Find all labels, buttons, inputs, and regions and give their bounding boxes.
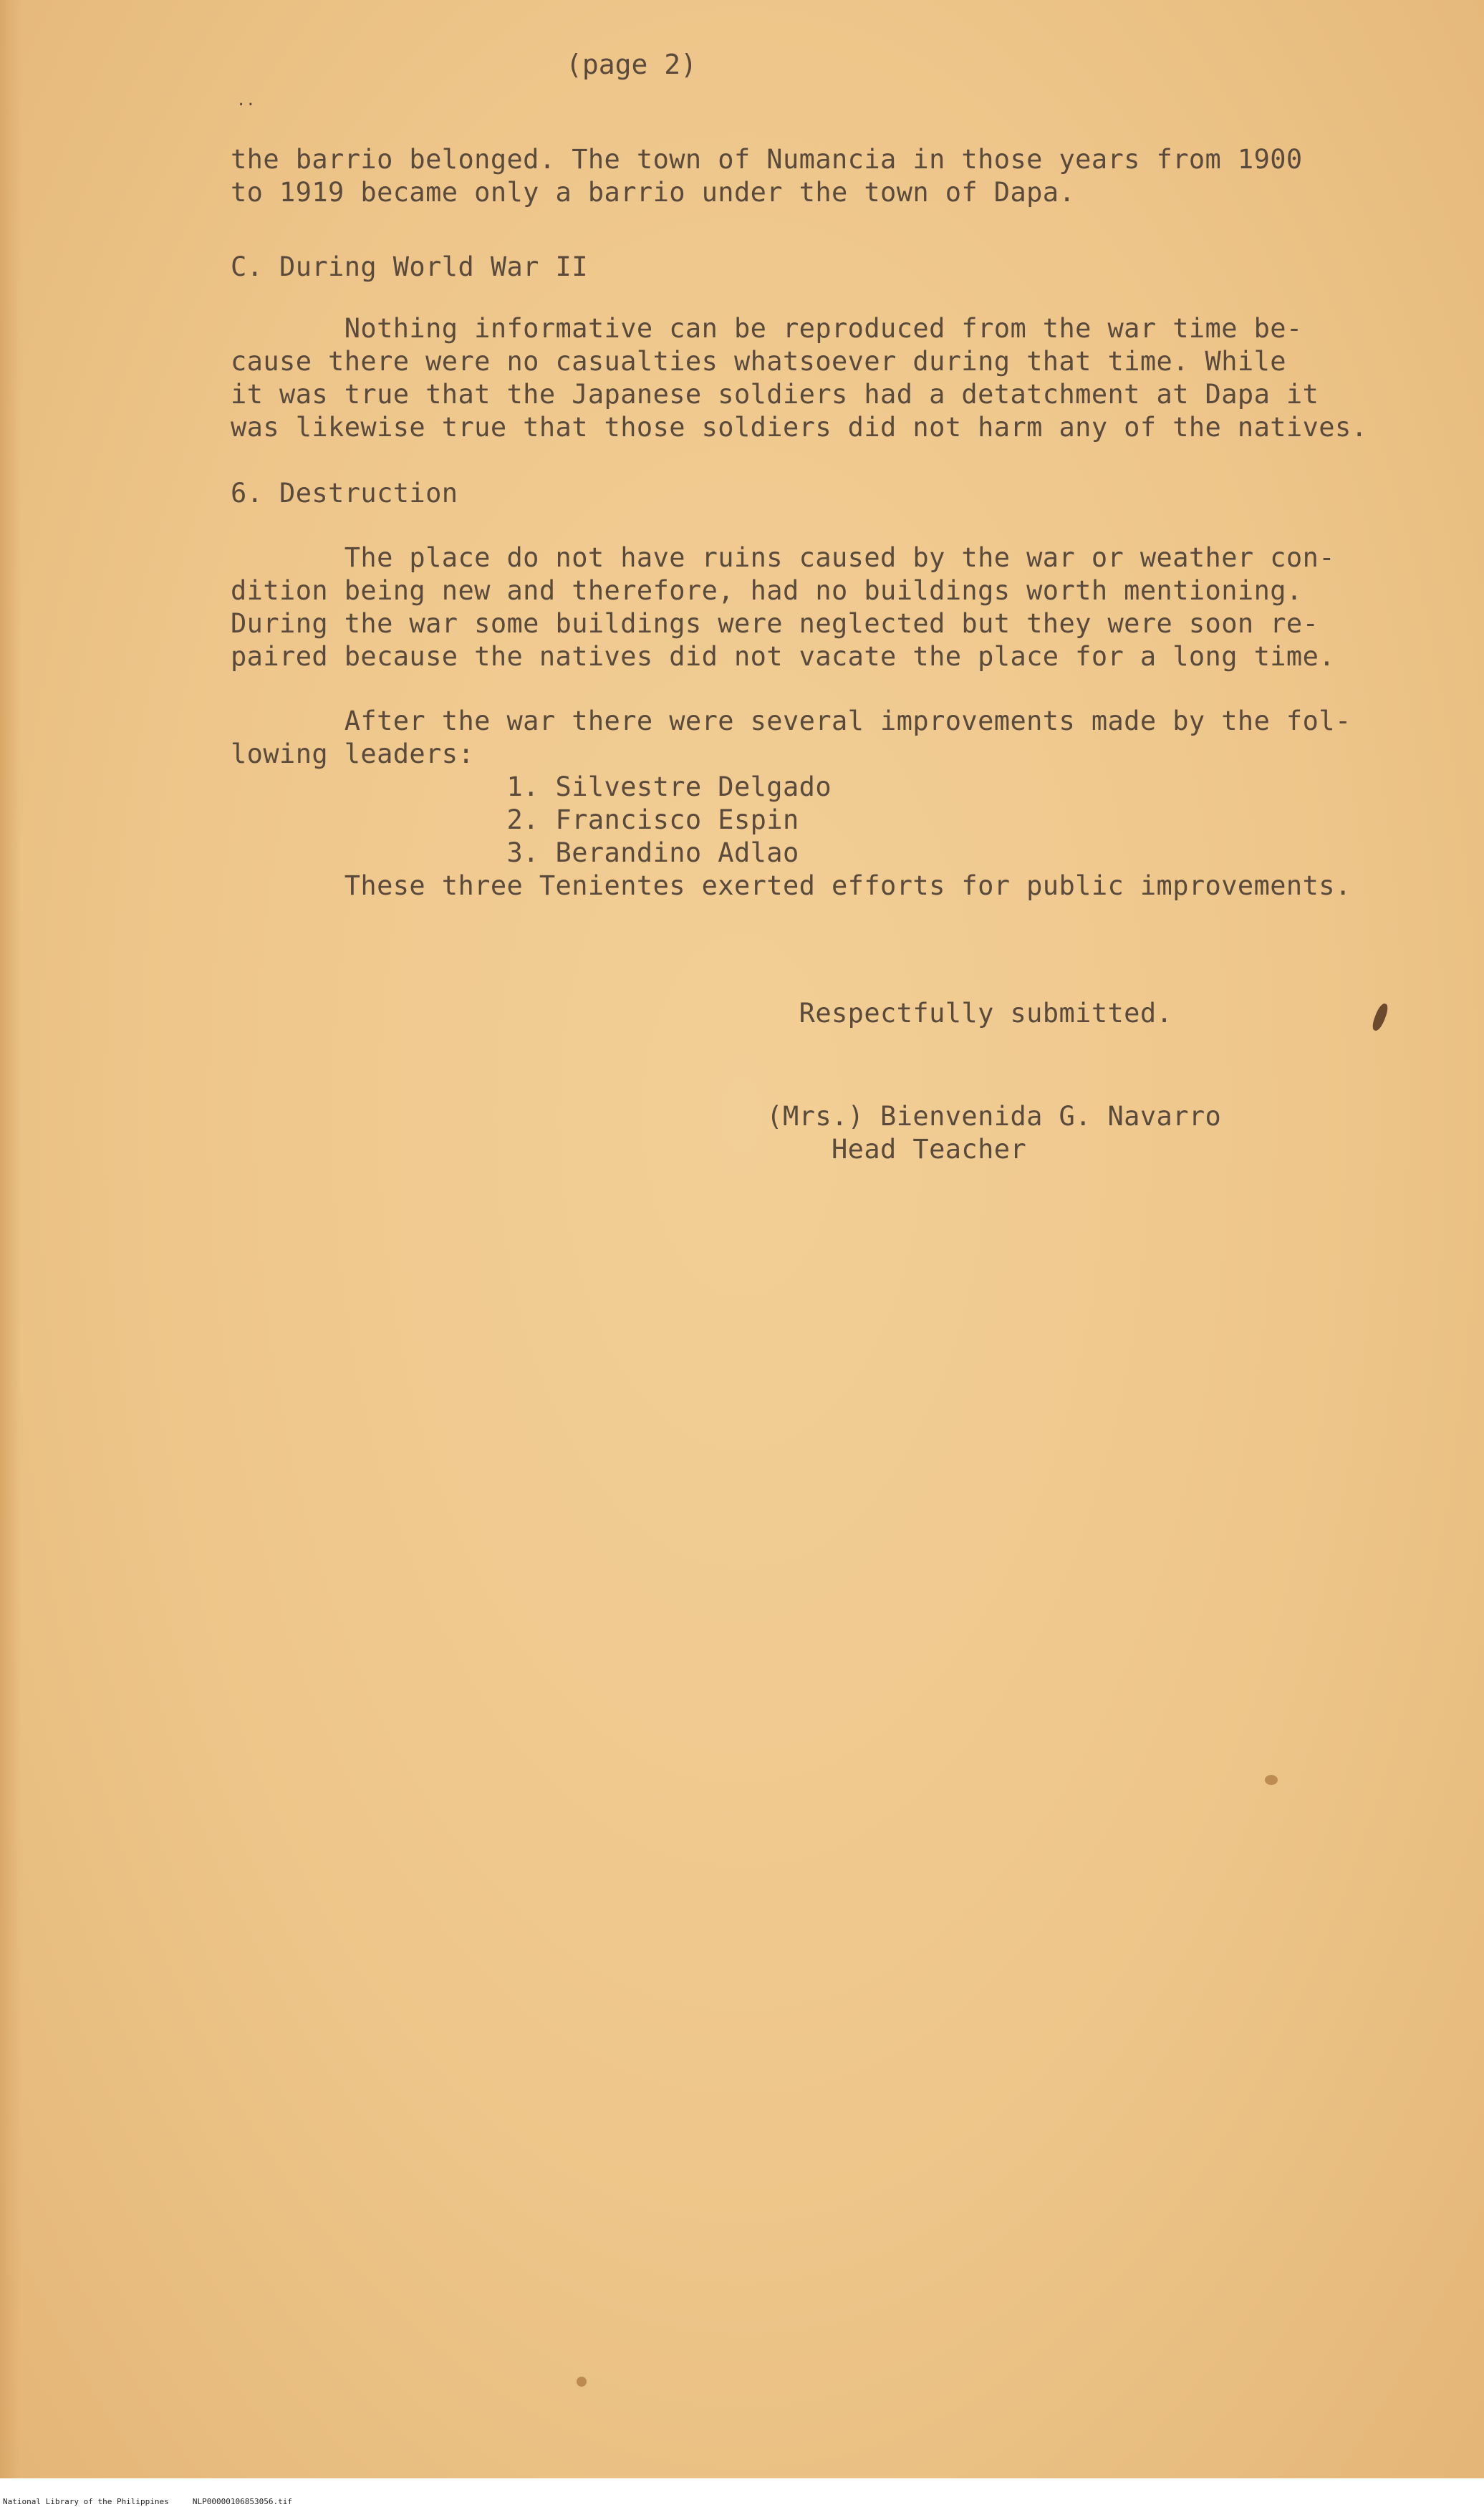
text-line: During the war some buildings were neglected but they were soon re-: [231, 608, 1319, 639]
text-line: The place do not have ruins caused by the war or weather con-: [231, 542, 1335, 573]
stray-mark: ..: [236, 92, 256, 110]
footer-caption: National Library of the Philippines NLP00000106853056.tif: [3, 2497, 292, 2506]
text-line: Nothing informative can be reproduced from the war time be-: [231, 313, 1303, 344]
section-heading: C. During World War II: [231, 251, 588, 282]
page-number: (page 2): [566, 49, 698, 80]
signatory-title: Head Teacher: [231, 1134, 1027, 1165]
text-line: the barrio belonged. The town of Numancia in those years from 1900: [231, 144, 1303, 175]
signatory-name: (Mrs.) Bienvenida G. Navarro: [231, 1101, 1222, 1132]
stain-spot: [1265, 1775, 1278, 1785]
text-line: These three Tenientes exerted efforts for public improvements.: [231, 870, 1352, 901]
text-line: to 1919 became only a barrio under the town of Dapa.: [231, 177, 1076, 208]
closing: Respectfully submitted.: [231, 998, 1173, 1029]
list-item: 2. Francisco Espin: [231, 804, 799, 835]
section-heading: 6. Destruction: [231, 478, 458, 509]
stain-spot: [577, 2377, 587, 2387]
ink-blot: [1371, 1002, 1390, 1032]
list-item: 1. Silvestre Delgado: [231, 771, 832, 802]
text-line: cause there were no casualties whatsoever during that time. While: [231, 346, 1286, 377]
text-line: After the war there were several improvements made by the fol-: [231, 706, 1352, 736]
text-line: lowing leaders:: [231, 738, 475, 769]
text-line: was likewise true that those soldiers did not harm any of the natives.: [231, 412, 1368, 443]
text-line: paired because the natives did not vacate the place for a long time.: [231, 641, 1335, 672]
text-line: dition being new and therefore, had no buildings worth mentioning.: [231, 575, 1303, 606]
list-item: 3. Berandino Adlao: [231, 837, 799, 868]
text-line: it was true that the Japanese soldiers had a detatchment at Dapa it: [231, 379, 1319, 410]
